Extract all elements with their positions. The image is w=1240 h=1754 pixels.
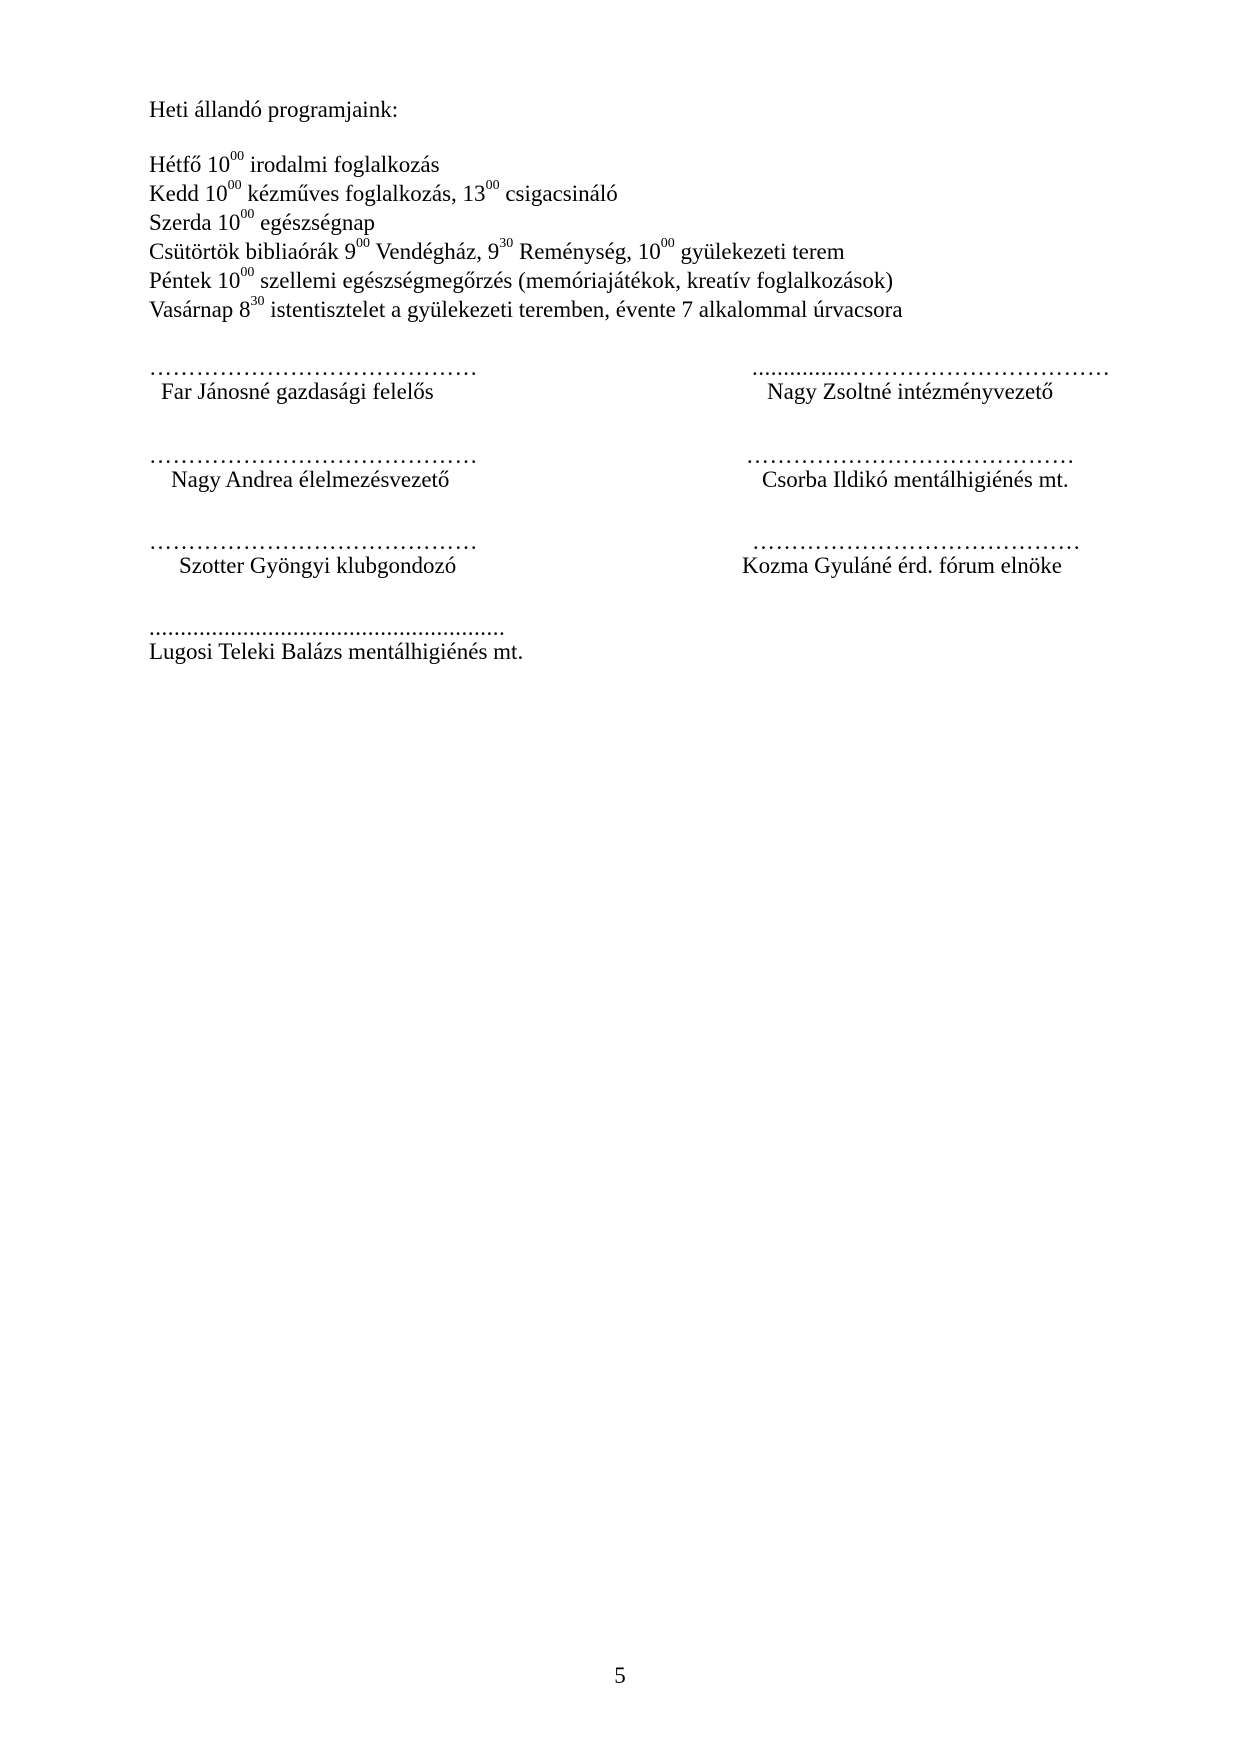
signature-line: ……………………………………	[752, 532, 1081, 552]
signature-line: ................……………………………	[752, 358, 1111, 378]
page-number: 5	[614, 1663, 626, 1688]
program-heading: Heti állandó programjaink:	[149, 97, 399, 122]
signature-line: ……………………………………	[149, 532, 478, 552]
signature-szotter-gyongyi	[149, 532, 569, 580]
signature-lugosi-teleki-balazs	[149, 618, 649, 666]
signature-nagy-andrea	[149, 446, 569, 494]
signature-line: ……………………………………	[149, 446, 478, 466]
signatory-name: Nagy Zsoltné intézményvezető	[767, 379, 1054, 404]
signature-line: ……………………………………	[746, 446, 1075, 466]
signatory-name: Csorba Ildikó mentálhigiénés mt.	[762, 467, 1069, 492]
signature-nagy-zsoltne	[752, 358, 1172, 406]
signatory-name: Kozma Gyuláné érd. fórum elnöke	[742, 553, 1062, 578]
signatory-name: Lugosi Teleki Balázs mentálhigiénés mt.	[149, 639, 524, 664]
signature-csorba-ildiko	[746, 446, 1166, 494]
signatory-name: Far Jánosné gazdasági felelős	[161, 379, 434, 404]
signature-kozma-gyulane	[742, 532, 1162, 580]
weekly-schedule-list	[149, 150, 903, 324]
schedule-item-friday: Péntek $10^{00}$ szellemi egészségmegőrzés (memóriajátékok, kreatív foglalkozások)	[149, 265, 893, 293]
signature-line: .........................................................	[149, 618, 506, 638]
signature-line: ……………………………………	[149, 358, 478, 378]
signature-far-janosne	[149, 358, 569, 406]
signatory-name: Szotter Gyöngyi klubgondozó	[179, 553, 457, 578]
schedule-item-wednesday: Szerda $10^{00}$ egészségnap	[149, 207, 376, 235]
schedule-item-sunday: Vasárnap $8^{30}$ istentisztelet a gyülekezeti teremben, évente 7 alkalommal úrvacsora	[149, 294, 903, 322]
schedule-item-thursday: Csütörtök bibliaórák $9^{00}$ Vendégház, $9^{30}$ Reménység, $10^{00}$ gyülekezeti terem	[149, 236, 845, 264]
signatory-name: Nagy Andrea élelmezésvezető	[171, 467, 450, 492]
schedule-item-tuesday: Kedd $10^{00}$ kézműves foglalkozás, $13^{00}$ csigacsináló	[149, 178, 618, 206]
schedule-item-monday: Hétfő $10^{00}$ irodalmi foglalkozás	[149, 149, 440, 177]
